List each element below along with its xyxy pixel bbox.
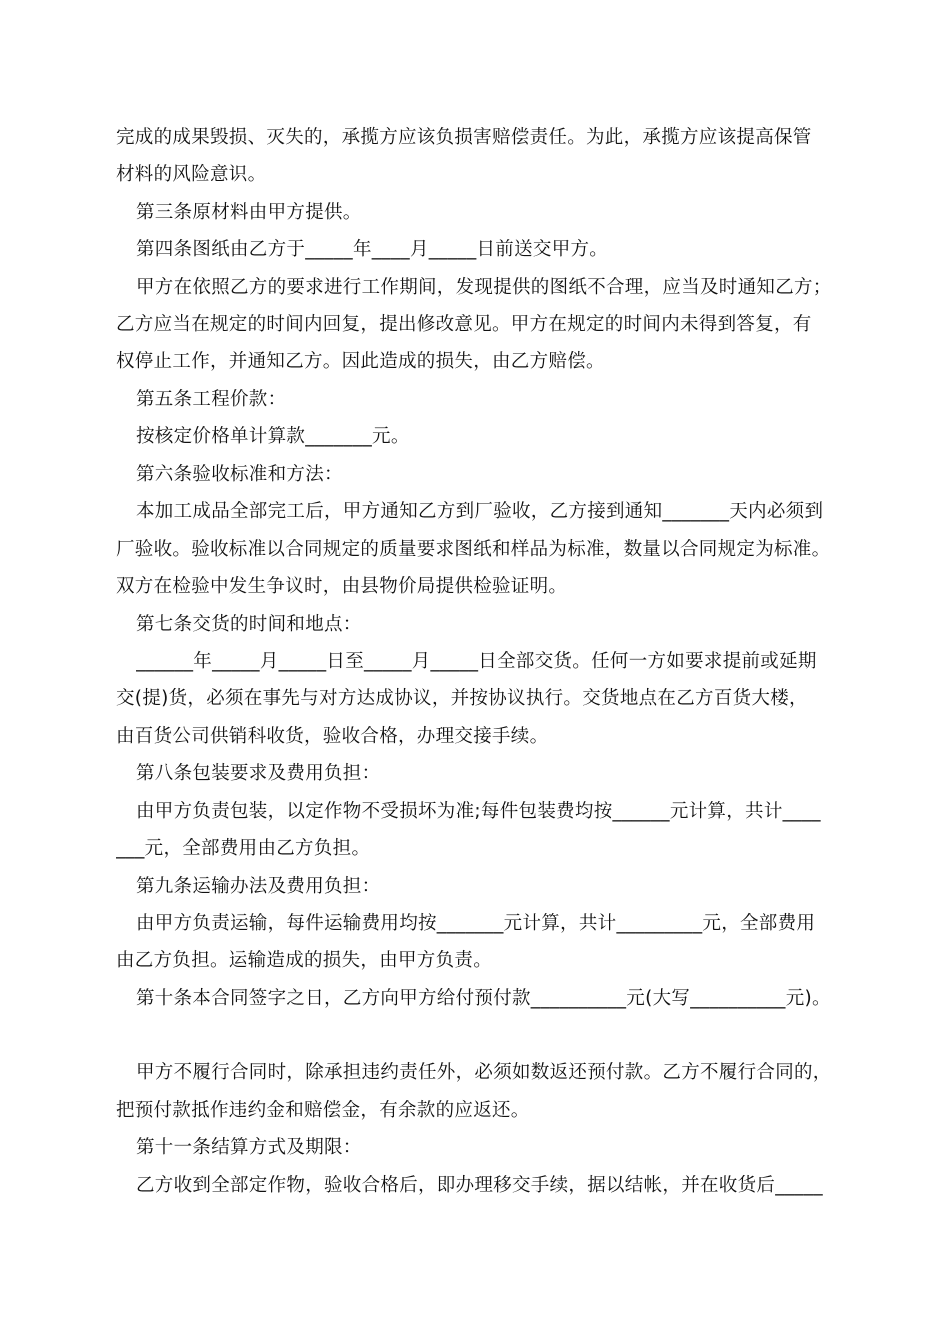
clause-heading: 第六条验收标准和方法： — [136, 464, 343, 485]
text-line: 由百货公司供销科收货，验收合格，办理交接手续。 — [116, 726, 549, 747]
text-line: 材料的风险意识。 — [116, 164, 267, 185]
text-line: 交(提)货，必须在事先与对方达成协议，并按协议执行。交货地点在乙方百货大楼， — [116, 688, 808, 709]
text-line: 甲方在依照乙方的要求进行工作期间，发现提供的图纸不合理，应当及时通知乙方； — [136, 277, 832, 298]
text-line: ___元，全部费用由乙方负担。 — [116, 838, 371, 859]
clause-heading: 第十一条结算方式及期限： — [136, 1137, 362, 1158]
text-line: 把预付款抵作违约金和赔偿金，有余款的应返还。 — [116, 1100, 530, 1121]
text-line: 甲方不履行合同时，除承担违约责任外，必须如数返还预付款。乙方不履行合同的， — [136, 1062, 832, 1083]
text-line: 按核定价格单计算款_______元。 — [136, 426, 410, 447]
clause-heading: 第五条工程价款： — [136, 389, 287, 410]
clause-heading: 第九条运输办法及费用负担： — [136, 876, 381, 897]
clause-heading: 第七条交货的时间和地点： — [136, 614, 362, 635]
text-line: 本加工成品全部完工后，甲方通知乙方到厂验收，乙方接到通知_______天内必须到 — [136, 501, 824, 522]
text-line: 权停止工作，并通知乙方。因此造成的损失，由乙方赔偿。 — [116, 351, 605, 372]
text-line: ______年_____月_____日至_____月_____日全部交货。任何一方如要求提前或延期 — [136, 651, 817, 672]
text-line: 双方在检验中发生争议时，由县物价局提供检验证明。 — [116, 576, 568, 597]
text-line: 由乙方负担。运输造成的损失，由甲方负责。 — [116, 950, 493, 971]
text-line: 完成的成果毁损、灭失的，承揽方应该负损害赔偿责任。为此，承揽方应该提高保管 — [116, 127, 812, 148]
text-line: 由甲方负责运输，每件运输费用均按_______元计算，共计_________元，全部费用 — [136, 913, 816, 934]
text-line: 由甲方负责包装，以定作物不受损坏为准;每件包装费均按______元计算，共计____ — [136, 801, 821, 822]
clause-heading: 第三条原材料由甲方提供。 — [136, 202, 362, 223]
text-line: 乙方收到全部定作物，验收合格后，即办理移交手续，据以结帐，并在收货后_____ — [136, 1175, 823, 1196]
clause-heading: 第十条本合同签字之日，乙方向甲方给付预付款__________元(大写__________元)。 — [136, 988, 831, 1009]
clause-heading: 第八条包装要求及费用负担： — [136, 763, 381, 784]
text-line: 厂验收。验收标准以合同规定的质量要求图纸和样品为标准，数量以合同规定为标准。 — [116, 539, 831, 560]
text-line: 乙方应当在规定的时间内回复，提出修改意见。甲方在规定的时间内未得到答复，有 — [116, 314, 812, 335]
clause-heading: 第四条图纸由乙方于_____年____月_____日前送交甲方。 — [136, 239, 609, 260]
